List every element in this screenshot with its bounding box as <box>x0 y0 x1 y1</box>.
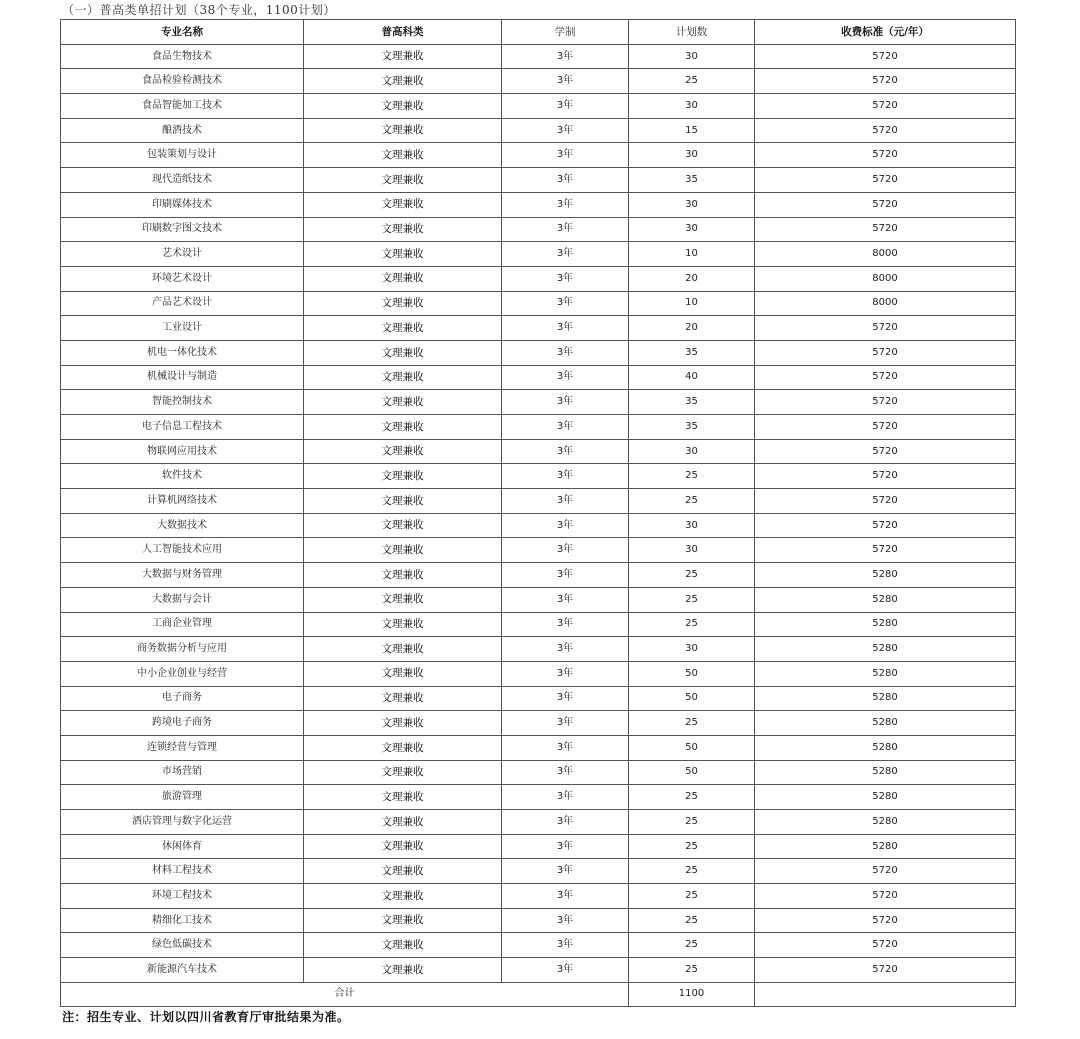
cell-plan: 25 <box>629 69 755 94</box>
cell-plan: 10 <box>629 291 755 316</box>
cell-major: 市场营销 <box>61 760 304 785</box>
cell-category: 文理兼收 <box>304 168 502 193</box>
cell-category: 文理兼收 <box>304 686 502 711</box>
cell-fee: 5720 <box>755 143 1016 168</box>
cell-fee: 5280 <box>755 834 1016 859</box>
table-row <box>61 538 1016 563</box>
cell-fee: 5720 <box>755 908 1016 933</box>
table-row <box>61 390 1016 415</box>
cell-category: 文理兼收 <box>304 810 502 835</box>
cell-major: 计算机网络技术 <box>61 489 304 514</box>
cell-category: 文理兼收 <box>304 192 502 217</box>
cell-plan: 25 <box>629 587 755 612</box>
cell-plan: 25 <box>629 834 755 859</box>
cell-plan: 30 <box>629 217 755 242</box>
cell-category: 文理兼收 <box>304 242 502 267</box>
table-row <box>61 143 1016 168</box>
cell-duration: 3年 <box>502 884 629 909</box>
cell-duration: 3年 <box>502 390 629 415</box>
table-row <box>61 291 1016 316</box>
cell-plan: 30 <box>629 143 755 168</box>
cell-fee: 5280 <box>755 563 1016 588</box>
cell-fee: 5280 <box>755 686 1016 711</box>
cell-plan: 25 <box>629 810 755 835</box>
cell-major: 人工智能技术应用 <box>61 538 304 563</box>
total-fee-empty <box>755 982 1016 1006</box>
cell-plan: 25 <box>629 711 755 736</box>
cell-major: 精细化工技术 <box>61 908 304 933</box>
cell-category: 文理兼收 <box>304 217 502 242</box>
cell-category: 文理兼收 <box>304 118 502 143</box>
cell-fee: 5280 <box>755 661 1016 686</box>
cell-plan: 20 <box>629 266 755 291</box>
cell-major: 绿色低碳技术 <box>61 933 304 958</box>
cell-major: 智能控制技术 <box>61 390 304 415</box>
cell-category: 文理兼收 <box>304 785 502 810</box>
table-row <box>61 884 1016 909</box>
cell-duration: 3年 <box>502 563 629 588</box>
cell-plan: 25 <box>629 612 755 637</box>
cell-major: 印刷数字图文技术 <box>61 217 304 242</box>
cell-duration: 3年 <box>502 760 629 785</box>
cell-major: 食品智能加工技术 <box>61 94 304 119</box>
cell-duration: 3年 <box>502 908 629 933</box>
table-row <box>61 415 1016 440</box>
cell-major: 现代造纸技术 <box>61 168 304 193</box>
cell-duration: 3年 <box>502 513 629 538</box>
table-row <box>61 958 1016 983</box>
cell-duration: 3年 <box>502 810 629 835</box>
cell-duration: 3年 <box>502 834 629 859</box>
cell-fee: 5720 <box>755 933 1016 958</box>
cell-category: 文理兼收 <box>304 340 502 365</box>
cell-category: 文理兼收 <box>304 489 502 514</box>
table-row <box>61 365 1016 390</box>
cell-major: 连锁经营与管理 <box>61 735 304 760</box>
table-row <box>61 513 1016 538</box>
cell-duration: 3年 <box>502 859 629 884</box>
cell-fee: 5280 <box>755 711 1016 736</box>
cell-major: 旅游管理 <box>61 785 304 810</box>
cell-category: 文理兼收 <box>304 563 502 588</box>
cell-major: 环境工程技术 <box>61 884 304 909</box>
cell-fee: 5720 <box>755 168 1016 193</box>
cell-fee: 8000 <box>755 266 1016 291</box>
cell-duration: 3年 <box>502 118 629 143</box>
cell-fee: 5280 <box>755 735 1016 760</box>
cell-duration: 3年 <box>502 340 629 365</box>
cell-duration: 3年 <box>502 587 629 612</box>
cell-duration: 3年 <box>502 217 629 242</box>
cell-category: 文理兼收 <box>304 760 502 785</box>
cell-major: 物联网应用技术 <box>61 439 304 464</box>
cell-fee: 5720 <box>755 118 1016 143</box>
cell-plan: 25 <box>629 489 755 514</box>
cell-category: 文理兼收 <box>304 464 502 489</box>
header-fee: 收费标准（元/年） <box>755 20 1016 45</box>
table-row <box>61 933 1016 958</box>
table-row <box>61 760 1016 785</box>
cell-category: 文理兼收 <box>304 958 502 983</box>
cell-major: 环境艺术设计 <box>61 266 304 291</box>
cell-fee: 5280 <box>755 637 1016 662</box>
cell-plan: 50 <box>629 661 755 686</box>
cell-major: 中小企业创业与经营 <box>61 661 304 686</box>
table-row <box>61 217 1016 242</box>
cell-fee: 5720 <box>755 192 1016 217</box>
table-row <box>61 686 1016 711</box>
cell-major: 工业设计 <box>61 316 304 341</box>
total-plan: 1100 <box>629 982 755 1006</box>
cell-major: 大数据与会计 <box>61 587 304 612</box>
cell-category: 文理兼收 <box>304 513 502 538</box>
cell-duration: 3年 <box>502 415 629 440</box>
cell-plan: 25 <box>629 859 755 884</box>
cell-plan: 30 <box>629 637 755 662</box>
cell-plan: 20 <box>629 316 755 341</box>
cell-major: 电子商务 <box>61 686 304 711</box>
cell-fee: 8000 <box>755 242 1016 267</box>
cell-plan: 40 <box>629 365 755 390</box>
table-row <box>61 908 1016 933</box>
cell-plan: 50 <box>629 760 755 785</box>
cell-category: 文理兼收 <box>304 266 502 291</box>
header-major: 专业名称 <box>61 20 304 45</box>
cell-duration: 3年 <box>502 439 629 464</box>
cell-fee: 5720 <box>755 340 1016 365</box>
cell-plan: 15 <box>629 118 755 143</box>
cell-major: 机械设计与制造 <box>61 365 304 390</box>
table-row <box>61 612 1016 637</box>
cell-duration: 3年 <box>502 711 629 736</box>
cell-plan: 25 <box>629 933 755 958</box>
cell-fee: 5720 <box>755 489 1016 514</box>
cell-fee: 5280 <box>755 810 1016 835</box>
cell-category: 文理兼收 <box>304 884 502 909</box>
footnote: 注：招生专业、计划以四川省教育厅审批结果为准。 <box>62 1010 350 1024</box>
table-row <box>61 711 1016 736</box>
cell-major: 软件技术 <box>61 464 304 489</box>
cell-major: 艺术设计 <box>61 242 304 267</box>
cell-category: 文理兼收 <box>304 908 502 933</box>
cell-plan: 50 <box>629 686 755 711</box>
cell-major: 产品艺术设计 <box>61 291 304 316</box>
table-row <box>61 69 1016 94</box>
cell-plan: 30 <box>629 94 755 119</box>
cell-duration: 3年 <box>502 192 629 217</box>
cell-fee: 5720 <box>755 538 1016 563</box>
table-row <box>61 464 1016 489</box>
table-row <box>61 192 1016 217</box>
cell-major: 大数据与财务管理 <box>61 563 304 588</box>
table-row <box>61 242 1016 267</box>
table-row <box>61 439 1016 464</box>
table-row <box>61 637 1016 662</box>
cell-plan: 35 <box>629 340 755 365</box>
table-row <box>61 587 1016 612</box>
cell-duration: 3年 <box>502 785 629 810</box>
cell-plan: 25 <box>629 563 755 588</box>
cell-major: 工商企业管理 <box>61 612 304 637</box>
cell-duration: 3年 <box>502 143 629 168</box>
table-row <box>61 316 1016 341</box>
cell-plan: 50 <box>629 735 755 760</box>
table-row <box>61 44 1016 69</box>
cell-major: 食品生物技术 <box>61 44 304 69</box>
total-row <box>61 982 1016 1006</box>
cell-category: 文理兼收 <box>304 291 502 316</box>
cell-fee: 5720 <box>755 390 1016 415</box>
table-row <box>61 118 1016 143</box>
cell-category: 文理兼收 <box>304 538 502 563</box>
cell-duration: 3年 <box>502 316 629 341</box>
cell-category: 文理兼收 <box>304 859 502 884</box>
cell-plan: 25 <box>629 464 755 489</box>
cell-major: 酿酒技术 <box>61 118 304 143</box>
table-row <box>61 859 1016 884</box>
cell-plan: 25 <box>629 908 755 933</box>
cell-plan: 35 <box>629 390 755 415</box>
cell-plan: 30 <box>629 439 755 464</box>
cell-duration: 3年 <box>502 168 629 193</box>
cell-fee: 5720 <box>755 884 1016 909</box>
cell-category: 文理兼收 <box>304 711 502 736</box>
cell-major: 商务数据分析与应用 <box>61 637 304 662</box>
cell-major: 电子信息工程技术 <box>61 415 304 440</box>
header-plan: 计划数 <box>629 20 755 45</box>
table-row <box>61 489 1016 514</box>
cell-category: 文理兼收 <box>304 390 502 415</box>
header-category: 普高科类 <box>304 20 502 45</box>
cell-category: 文理兼收 <box>304 612 502 637</box>
cell-fee: 5720 <box>755 217 1016 242</box>
cell-category: 文理兼收 <box>304 439 502 464</box>
cell-duration: 3年 <box>502 637 629 662</box>
cell-fee: 5280 <box>755 587 1016 612</box>
cell-duration: 3年 <box>502 933 629 958</box>
cell-fee: 5720 <box>755 69 1016 94</box>
cell-fee: 5720 <box>755 415 1016 440</box>
table-caption: （一）普高类单招计划（38个专业，1100计划） <box>62 3 336 17</box>
cell-category: 文理兼收 <box>304 69 502 94</box>
cell-major: 包装策划与设计 <box>61 143 304 168</box>
cell-major: 材料工程技术 <box>61 859 304 884</box>
cell-fee: 5280 <box>755 785 1016 810</box>
cell-fee: 5720 <box>755 44 1016 69</box>
cell-major: 食品检验检测技术 <box>61 69 304 94</box>
cell-major: 休闲体育 <box>61 834 304 859</box>
cell-plan: 30 <box>629 538 755 563</box>
cell-major: 酒店管理与数字化运营 <box>61 810 304 835</box>
cell-category: 文理兼收 <box>304 316 502 341</box>
cell-major: 机电一体化技术 <box>61 340 304 365</box>
cell-plan: 35 <box>629 168 755 193</box>
cell-duration: 3年 <box>502 291 629 316</box>
cell-duration: 3年 <box>502 661 629 686</box>
cell-duration: 3年 <box>502 266 629 291</box>
cell-plan: 30 <box>629 192 755 217</box>
cell-fee: 5720 <box>755 439 1016 464</box>
cell-duration: 3年 <box>502 686 629 711</box>
table-body <box>61 44 1016 982</box>
table-row <box>61 340 1016 365</box>
cell-fee: 5720 <box>755 365 1016 390</box>
cell-category: 文理兼收 <box>304 735 502 760</box>
cell-fee: 5280 <box>755 612 1016 637</box>
cell-plan: 25 <box>629 884 755 909</box>
cell-fee: 5720 <box>755 464 1016 489</box>
cell-duration: 3年 <box>502 464 629 489</box>
cell-category: 文理兼收 <box>304 661 502 686</box>
cell-category: 文理兼收 <box>304 933 502 958</box>
cell-fee: 8000 <box>755 291 1016 316</box>
table-row <box>61 735 1016 760</box>
cell-category: 文理兼收 <box>304 365 502 390</box>
cell-major: 印刷媒体技术 <box>61 192 304 217</box>
cell-category: 文理兼收 <box>304 143 502 168</box>
table-row <box>61 168 1016 193</box>
cell-fee: 5720 <box>755 94 1016 119</box>
table-row <box>61 810 1016 835</box>
cell-duration: 3年 <box>502 94 629 119</box>
cell-duration: 3年 <box>502 69 629 94</box>
cell-duration: 3年 <box>502 958 629 983</box>
cell-category: 文理兼收 <box>304 415 502 440</box>
cell-duration: 3年 <box>502 489 629 514</box>
cell-major: 跨境电子商务 <box>61 711 304 736</box>
cell-category: 文理兼收 <box>304 94 502 119</box>
cell-duration: 3年 <box>502 612 629 637</box>
table-row <box>61 563 1016 588</box>
cell-major: 大数据技术 <box>61 513 304 538</box>
cell-major: 新能源汽车技术 <box>61 958 304 983</box>
cell-plan: 25 <box>629 785 755 810</box>
enrollment-plan-table <box>60 19 1016 1007</box>
header-duration: 学制 <box>502 20 629 45</box>
cell-fee: 5280 <box>755 760 1016 785</box>
cell-category: 文理兼收 <box>304 44 502 69</box>
table-row <box>61 94 1016 119</box>
table-row <box>61 661 1016 686</box>
cell-duration: 3年 <box>502 44 629 69</box>
cell-duration: 3年 <box>502 538 629 563</box>
cell-category: 文理兼收 <box>304 587 502 612</box>
cell-fee: 5720 <box>755 316 1016 341</box>
cell-category: 文理兼收 <box>304 834 502 859</box>
table-row <box>61 266 1016 291</box>
total-label: 合计 <box>61 982 629 1006</box>
cell-plan: 30 <box>629 44 755 69</box>
cell-category: 文理兼收 <box>304 637 502 662</box>
cell-plan: 30 <box>629 513 755 538</box>
cell-duration: 3年 <box>502 735 629 760</box>
cell-duration: 3年 <box>502 242 629 267</box>
cell-duration: 3年 <box>502 365 629 390</box>
table-row <box>61 785 1016 810</box>
cell-plan: 10 <box>629 242 755 267</box>
cell-fee: 5720 <box>755 513 1016 538</box>
cell-plan: 35 <box>629 415 755 440</box>
table-header-row <box>61 20 1016 45</box>
cell-fee: 5720 <box>755 958 1016 983</box>
cell-plan: 25 <box>629 958 755 983</box>
cell-fee: 5720 <box>755 859 1016 884</box>
table-row <box>61 834 1016 859</box>
